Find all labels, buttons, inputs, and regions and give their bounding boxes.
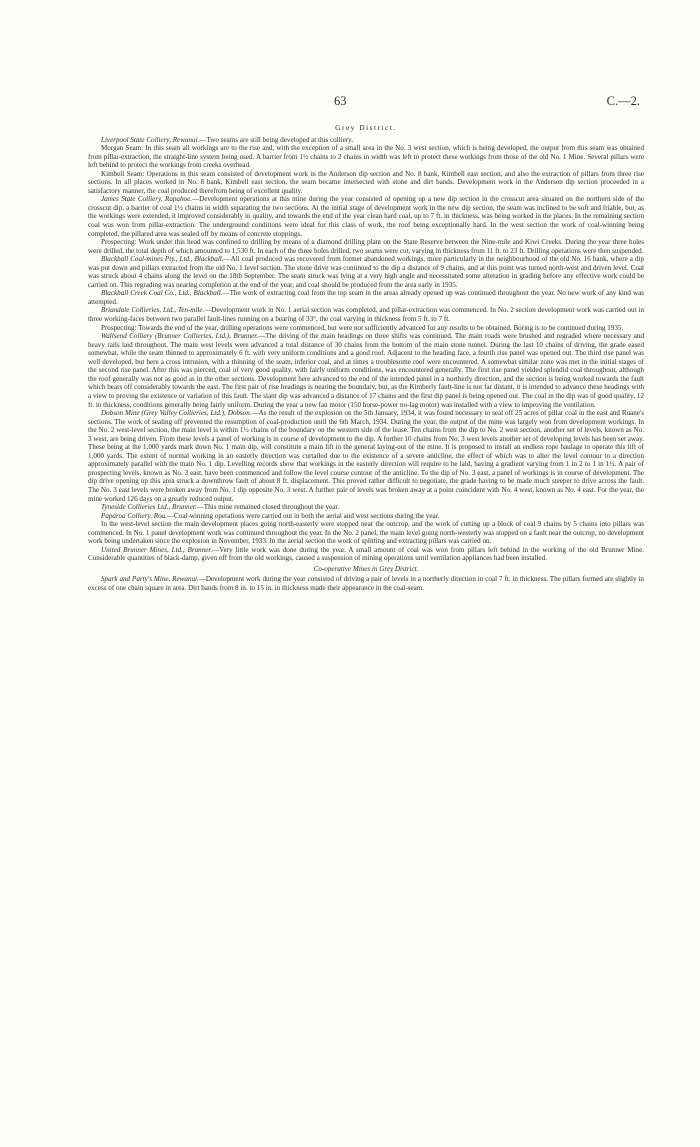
paragraph-text: Prospecting: Towards the end of the year, drilling operations were commenced, but were not sufficiently advanced for any results to be obtained. Boring is to be continued during 1935. — [101, 323, 624, 332]
paragraph — [88, 136, 644, 145]
section-heading: Grey District. — [335, 123, 397, 132]
page-header — [0, 94, 700, 108]
paragraph-text: Morgan Seam: In this seam all workings are to the rise and, with the exception of a small area in the No. 3 west section, which is being developed, the output from this seam was obtained from pillar-extraction, the straight-line system being used. A barrier from 1½ chains to 2 chains in width was left to protect these workings from those of the old No. 1 Mine. Several pillars were left behind to protect the workings from creeks overhead. — [88, 144, 644, 170]
paragraph — [88, 324, 644, 333]
page-number: 63 — [334, 94, 347, 108]
paragraph-text: —Development work during the year consisted of driving a pair of levels in a northerly direction in coal 7 ft. in thickness. The pillars formed are slightly in excess of one chain square in area. Dirt bands from 8 in. to 15 in. in thickness made their appearance in the coal-seam. — [88, 575, 644, 592]
document-reference: C.—2. — [606, 94, 640, 108]
paragraph-title: Spark and Party's Mine, Rewanui. — [101, 575, 199, 584]
paragraph-text: —Two seams are still being developed at this colliery. — [199, 135, 354, 144]
paragraph — [88, 546, 644, 563]
paragraph — [88, 332, 644, 409]
paragraph-title: James State Colliery, Rapahoe. — [101, 195, 192, 204]
paragraph — [88, 238, 644, 255]
paragraph-title: Wallsend Colliery (Brunner Collieries, Ltd.), Brunner. — [101, 332, 259, 341]
paragraph — [88, 170, 644, 196]
paragraph-text: —The work of extracting coal from the top seam in the areas already opened up was continued throughout the year. No new work of any kind was attempted. — [88, 289, 644, 306]
paragraph — [88, 409, 644, 503]
paragraph-title: Blackball Coal-mines Pty., Ltd., Blackball. — [101, 255, 224, 264]
paragraph-title: Dobson Mine (Grey Valley Collieries, Ltd.), Dobson. — [101, 409, 252, 418]
body-text — [88, 124, 644, 593]
paragraph — [88, 195, 644, 238]
paragraph-title: Blackball Creek Coal Co., Ltd., Blackball. — [101, 289, 223, 298]
paragraph-text: —As the result of the explosion on the 5th January, 1934, it was found necessary to seal off 25 acres of pillar coal in the east and Ruane's sections. The work of sealing off prevented the resumption of coal-production until the 6th March, 1934. During the year, the output of the mine was largely won from development workings. In the No. 2 west-level section, the main level is within 1½ chains of the boundary on the western side of the lease. Ten chains from the dip to No. 2 west section, another set of levels, known as No. 3 west, are being driven. From these levels a panel of working is in course of development to the dip. A further 10 chains from No. 3 west levels another set of developing levels has been set away. These being at the 1,000 yards mark down No. 1 main dip, will constitute a main lift in the general laying-out of the mine. It is proposed to install an endless rope haulage to operate this lift of 1,000 yards. The extent of normal working in an easterly direction was curtailed due to the existence of a severe anticline, the effect of which was to alter the level contour to a direction approximately parallel with the main No. 1 dip. Levelling records show that workings in the easterly direction will require to be laid, having a gradient varying from 1 in 2 to 1 in 1½. A pair of prospecting levels, known as No. 3 east, have been commenced and follow the level course contour of the anticline. To the dip of No. 3 east, a panel of workings is in course of development. The dip drive opening up this area struck a downthrow fault of about 8 ft. displacement. This proved rather difficult to negotiate, the grade having to be made much steeper to drive across the fault. The No. 3 east levels were broken away from No. 1 dip opposite No. 3 west. A further pair of levels was broken away at a point coincident with No. 4 west, known as No. 4 east. For the year, the mine worked 126 days on a greatly reduced output. — [88, 409, 644, 503]
paragraph-text: —Coal-winning operations were carried out in both the aerial and west sections during the year. — [166, 511, 440, 520]
paragraph-title: Liverpool State Colliery, Rewanui. — [101, 135, 200, 144]
paragraph-title: Paparoa Colliery, Roa. — [101, 511, 167, 520]
paragraph-title: Tyneside Collieries Ltd., Brunner. — [101, 503, 197, 512]
paragraph-text: Kimbell Seam: Operations in this seam consisted of development work in the Anderson dip section and No. 8 bank, Kimbell east section, and also the extraction of pillars from three rise sections. In all places worked in No. 8 bank, Kimbell east section, the seam became intersected with stone and dirt bands. Development work in the Anderson dip section proceeded in a satisfactory manner, the coal produced therefrom being of excellent quality. — [88, 169, 644, 195]
paragraph-text: —All coal produced was recovered from former abandoned workings, more particularly in the neighbourhood of the old No. 16 bank, where a dip was put down and pillars extracted from the old No. 1 level section. The stone drive was continued to the dip a distance of 9 chains, and at this point was turned north-west and driven level. Coal was struck about 4 chains along the level on the 18th September. The seam struck was lying at a very high angle and necessitated some alteration in grading before any effective work could be carried on. This regrading was nearing completion at the end of the year, and coal should be produced from the area early in 1935. — [88, 255, 644, 289]
paragraph — [88, 575, 644, 592]
section-heading: Co-operative Mines in Grey District. — [313, 564, 419, 573]
paragraph-title: Briandale Collieries, Ltd., Ten-mile. — [101, 306, 205, 315]
paragraph-text: —The driving of the main headings on three shifts was continued. The main roads were brushed and regraded where necessary and heavy rails laid throughout. The main west levels were advanced a total distance of 30 chains from the bottom of the main stone tunnel. During the last 10 chains of driving, the grade eased somewhat, while the seam thinned to approximately 6 ft. with very uniform conditions and a good roof. Adjacent to the heading face, a fourth rise panel was opened out. The third rise panel was well developed, but here a cross intrusion, with a thinning of the seam, inferior coal, and at times a troublesome roof were encountered. A somewhat similar zone was met in the initial stages of the second rise panel. After this was pierced, coal of very good quality, with fairly uniform conditions, was encountered generally. The first rise panel yielded splendid coal throughout, although the roof generally was not as good as in the other sections. Development here advanced to the end of the intended panel in a northerly direction, and the section is being worked towards the fault which bears off considerably towards the east. The first pair of rise headings is nearing the boundary, but, as the Kimberly fault-line is not far distant, it is intended to advance these headings with a view to proving the existence or variation of this fault. The slant dip was advanced a distance of 17 chains and the first dip panel is being opened out. The coal in the dip was of good quality, 12 ft. in thickness, conditions generally being fairly uniform. During the year a new fan motor (150 horse-power no-lag motor) was installed with a view to improving the ventilation. — [88, 332, 644, 409]
paragraph-text: —Development operations at this mine during the year consisted of opening up a new dip section in the crosscut area situated on the northern side of the crosscut dip, a barrier of coal 1½ chains in width separating the two sections. At the initial stage of development work in the new dip section, the seam was inclined to be soft and friable, but, as the workings were extended, it improved considerably in quality, and towards the end of the year clean hard coal, up to 7 ft. in thickness, was being worked in the places. In the remaining section coal was won from pillar-extraction. The underground conditions were ideal for this class of work, the roof being exceptionally hard. In the west section the work of coal-winning being completed, the pillared area was sealed off by means of concrete stoppings. — [88, 195, 644, 238]
paragraph-text: —Very little work was done during the year. A small amount of coal was won from pillars left behind in the working of the old Brunner Mine. Considerable quantities of black-damp, given off from the old workings, caused a suspension of mining operations until ventilation appliances had been installed. — [88, 545, 644, 563]
paragraph — [88, 520, 644, 546]
paragraph-text: Prospecting: Work under this head was confined to drilling by means of a diamond drilling plant on the State Reserve between the Nine-mile and Kiwi Creeks. During the year three holes were drilled, the total depth of which amounted to 1,530 ft. In each of the three holes drilled, two seams were cut, varying in thickness from 11 ft. to 23 ft. Drilling operations were then suspended. — [88, 238, 644, 255]
paragraph-title: United Brunner Mines, Ltd., Brunner. — [101, 545, 213, 554]
paragraph — [88, 255, 644, 289]
paragraph-text: —Development work in No. 1 aerial section was completed, and pillar-extraction was commenced. In No. 2 section development work was carried out in three working-faces between two parallel fault-lines running on a bearing of 33°, the coal varying in thickness from 5 ft. to 7 ft. — [88, 306, 644, 324]
paragraph — [88, 306, 644, 323]
paragraph — [88, 512, 644, 521]
paragraph-text: In the west-level section the main development places going north-easterly were stopped near the outcrop, and the work of cutting up a block of coal 9 chains by 5 chains into pillars was commenced. In No. 1 panel development work was continued throughout the year. In the No. 2 panel, the main level going north-westerly was stopped on a fault near the outcrop, no development work being undertaken since the explosion in November, 1933. In the aerial section the work of splitting and extracting pillars was carried on. — [88, 520, 644, 546]
paragraph — [88, 503, 644, 512]
paragraph-text: —This mine remained closed throughout the year. — [196, 503, 340, 512]
paragraph — [88, 144, 644, 170]
paragraph — [88, 289, 644, 306]
